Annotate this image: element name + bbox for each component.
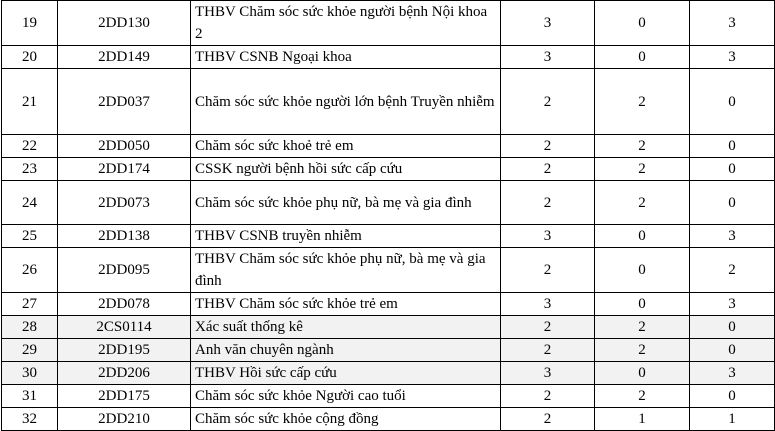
table-row	[2, 248, 775, 293]
course-name: THBV CSNB truyền nhiễm	[191, 225, 501, 248]
credits-total: 2	[501, 181, 595, 225]
credits-total: 2	[501, 248, 595, 293]
credits-practice: 0	[690, 158, 775, 181]
row-number: 30	[2, 362, 58, 385]
row-number: 25	[2, 225, 58, 248]
credits-total: 2	[501, 135, 595, 158]
credits-theory: 0	[595, 248, 690, 293]
table-row	[2, 408, 775, 431]
table-row	[2, 181, 775, 225]
course-name: Chăm sóc sức khoẻ trẻ em	[191, 135, 501, 158]
credits-theory: 0	[595, 225, 690, 248]
row-number: 20	[2, 46, 58, 69]
table-body	[2, 1, 775, 431]
table-row	[2, 316, 775, 339]
credits-theory: 2	[595, 316, 690, 339]
credits-practice: 3	[690, 46, 775, 69]
credits-total: 3	[501, 362, 595, 385]
curriculum-table	[1, 0, 775, 431]
course-name: Anh văn chuyên ngành	[191, 339, 501, 362]
course-name: THBV Chăm sóc sức khỏe người bệnh Nội khoa 2	[191, 1, 501, 46]
credits-total: 2	[501, 316, 595, 339]
row-number: 26	[2, 248, 58, 293]
row-number: 19	[2, 1, 58, 46]
course-name: THBV Chăm sóc sức khỏe trẻ em	[191, 293, 501, 316]
course-name: CSSK người bệnh hồi sức cấp cứu	[191, 158, 501, 181]
credits-theory: 0	[595, 293, 690, 316]
credits-practice: 0	[690, 385, 775, 408]
credits-practice: 0	[690, 181, 775, 225]
credits-total: 2	[501, 69, 595, 135]
course-code: 2CS0114	[58, 316, 191, 339]
course-code: 2DD130	[58, 1, 191, 46]
row-number: 29	[2, 339, 58, 362]
credits-total: 2	[501, 408, 595, 431]
credits-theory: 2	[595, 158, 690, 181]
course-code: 2DD037	[58, 69, 191, 135]
credits-theory: 2	[595, 69, 690, 135]
row-number: 24	[2, 181, 58, 225]
course-code: 2DD195	[58, 339, 191, 362]
credits-total: 3	[501, 46, 595, 69]
course-name: Chăm sóc sức khỏe phụ nữ, bà mẹ và gia đình	[191, 181, 501, 225]
course-code: 2DD050	[58, 135, 191, 158]
credits-theory: 2	[595, 339, 690, 362]
course-name: Chăm sóc sức khỏe Người cao tuổi	[191, 385, 501, 408]
credits-theory: 1	[595, 408, 690, 431]
table-row	[2, 225, 775, 248]
course-code: 2DD078	[58, 293, 191, 316]
credits-theory: 2	[595, 181, 690, 225]
credits-practice: 3	[690, 293, 775, 316]
credits-total: 2	[501, 158, 595, 181]
credits-total: 3	[501, 1, 595, 46]
credits-theory: 0	[595, 1, 690, 46]
course-code: 2DD210	[58, 408, 191, 431]
credits-practice: 2	[690, 248, 775, 293]
credits-total: 3	[501, 293, 595, 316]
course-code: 2DD138	[58, 225, 191, 248]
credits-total: 2	[501, 339, 595, 362]
credits-total: 3	[501, 225, 595, 248]
row-number: 22	[2, 135, 58, 158]
table-row	[2, 46, 775, 69]
credits-theory: 2	[595, 385, 690, 408]
row-number: 28	[2, 316, 58, 339]
course-code: 2DD073	[58, 181, 191, 225]
credits-total: 2	[501, 385, 595, 408]
course-name: Chăm sóc sức khỏe người lớn bệnh Truyền nhiễm	[191, 69, 501, 135]
credits-theory: 0	[595, 362, 690, 385]
course-code: 2DD149	[58, 46, 191, 69]
table-row	[2, 69, 775, 135]
credits-practice: 0	[690, 339, 775, 362]
credits-theory: 0	[595, 46, 690, 69]
table-row	[2, 293, 775, 316]
course-name: THBV Chăm sóc sức khỏe phụ nữ, bà mẹ và gia đình	[191, 248, 501, 293]
course-code: 2DD095	[58, 248, 191, 293]
credits-practice: 0	[690, 135, 775, 158]
course-code: 2DD174	[58, 158, 191, 181]
table-row	[2, 385, 775, 408]
row-number: 31	[2, 385, 58, 408]
course-code: 2DD206	[58, 362, 191, 385]
credits-practice: 1	[690, 408, 775, 431]
row-number: 32	[2, 408, 58, 431]
credits-practice: 0	[690, 69, 775, 135]
credits-practice: 3	[690, 225, 775, 248]
row-number: 23	[2, 158, 58, 181]
row-number: 21	[2, 69, 58, 135]
credits-practice: 3	[690, 362, 775, 385]
course-name: THBV CSNB Ngoại khoa	[191, 46, 501, 69]
table-row	[2, 135, 775, 158]
table-row	[2, 362, 775, 385]
table-row	[2, 1, 775, 46]
credits-practice: 0	[690, 316, 775, 339]
course-code: 2DD175	[58, 385, 191, 408]
course-name: Chăm sóc sức khỏe cộng đồng	[191, 408, 501, 431]
course-name: Xác suất thống kê	[191, 316, 501, 339]
table-row	[2, 339, 775, 362]
credits-practice: 3	[690, 1, 775, 46]
credits-theory: 2	[595, 135, 690, 158]
course-name: THBV Hồi sức cấp cứu	[191, 362, 501, 385]
row-number: 27	[2, 293, 58, 316]
table-row	[2, 158, 775, 181]
